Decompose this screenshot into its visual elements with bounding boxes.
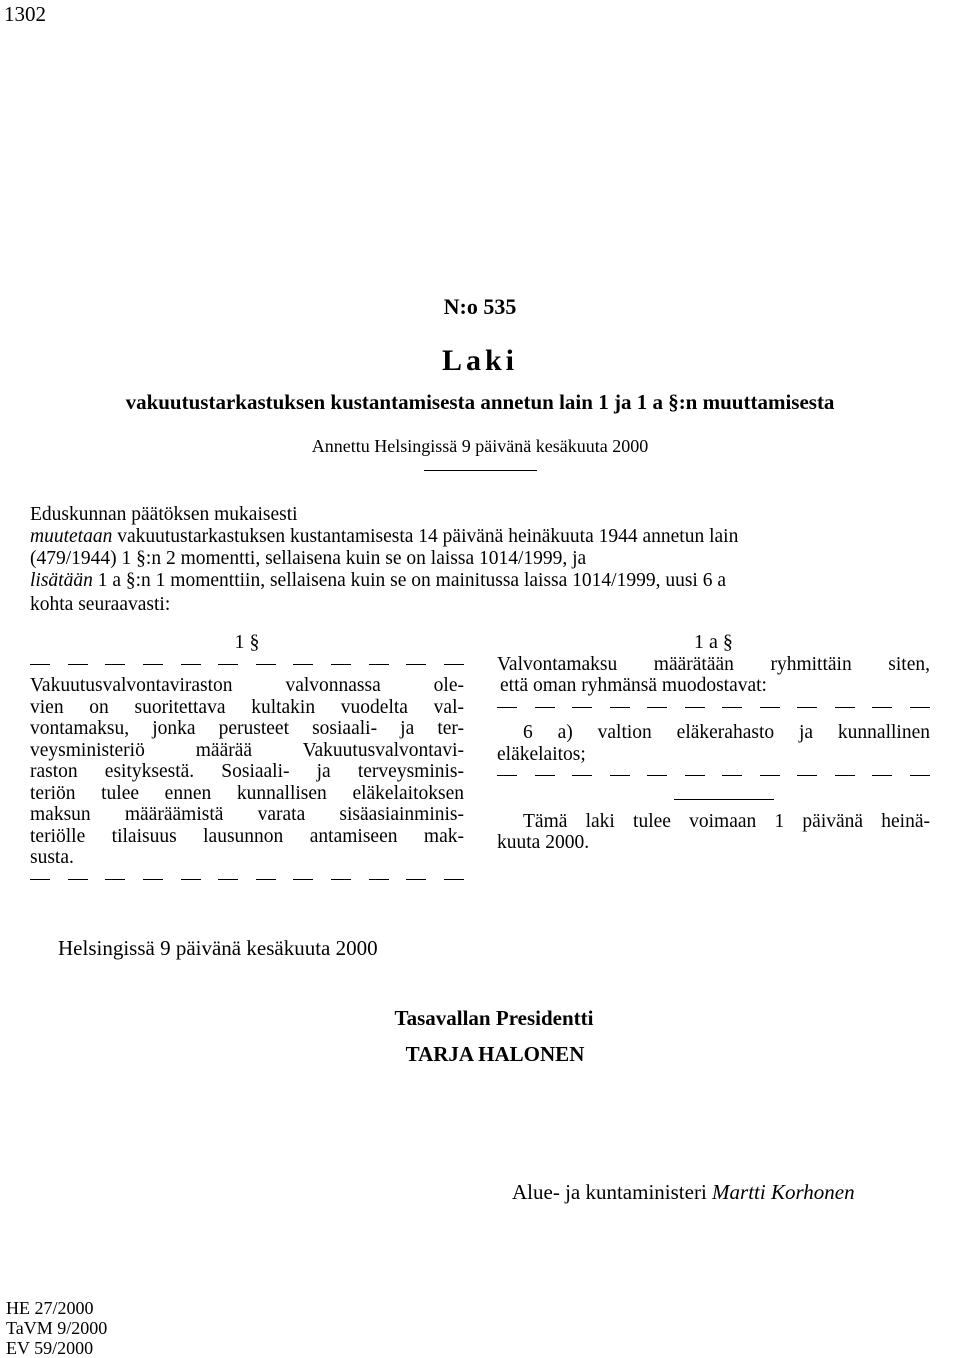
preamble-line-3: (479/1944) 1 §:n 2 momentti, sellaisena kuin se on laissa 1014/1999, ja (30, 548, 587, 569)
page-number: 1302 (4, 2, 46, 26)
president-name: TARJA HALONEN (405, 1042, 585, 1066)
omission-dashes (497, 765, 930, 787)
place-and-date: Helsingissä 9 päivänä kesäkuuta 2000 (58, 936, 378, 960)
section-1-line: Vakuutusvalvontaviraston valvonnassa ole- (30, 675, 464, 696)
section-1a-item: 6 a) valtion eläkerahasto ja kunnallinen (523, 722, 930, 743)
section-1-line: susta. (30, 847, 74, 868)
title-divider (424, 470, 537, 471)
entry-into-force-line: kuuta 2000. (497, 832, 590, 853)
preamble-line-1: Eduskunnan päätöksen mukaisesti (30, 504, 298, 525)
reference-item: EV 59/2000 (6, 1338, 94, 1358)
act-type-heading: Laki (441, 344, 519, 377)
section-1-line: maksun määräämistä varata sisäasiainminis- (30, 804, 464, 825)
preamble-line-2 (30, 526, 738, 548)
omission-dashes (497, 697, 930, 719)
given-line: Annettu Helsingissä 9 päivänä kesäkuuta 2000 (311, 436, 649, 456)
act-title: vakuutustarkastuksen kustantamisesta annetun lain 1 ja 1 a §:n muuttamisesta (125, 390, 835, 414)
omission-dashes (30, 869, 464, 891)
section-1a-heading: 1 a § (694, 631, 733, 653)
preamble-line-5: kohta seuraavasti: (30, 594, 171, 615)
section-1-line: raston esityksestä. Sosiaali- ja terveysminis- (30, 761, 464, 782)
section-1-line: vien on suoritettava kultakin vuodelta val- (30, 696, 464, 718)
section-1a-line: Valvontamaksu määrätään ryhmittäin siten, (497, 653, 930, 675)
section-1a-line: että oman ryhmänsä muodostavat: (500, 675, 767, 696)
minister-name: Martti Korhonen (712, 1180, 855, 1204)
section-1-line: teriölle tilaisuus lausunnon antamiseen mak- (30, 825, 464, 847)
minister-title: Alue- ja kuntaministeri (512, 1180, 707, 1204)
reference-item: TaVM 9/2000 (6, 1318, 108, 1338)
section-1a-item: eläkelaitos; (497, 743, 586, 765)
section-1 (30, 632, 464, 890)
entry-into-force-line: Tämä laki tulee voimaan 1 päivänä heinä- (523, 810, 930, 832)
minister-signature (512, 1180, 855, 1205)
act-number: N:o 535 (443, 294, 517, 319)
add-keyword: lisätään (30, 570, 93, 591)
amend-keyword: muutetaan (30, 526, 113, 547)
references (6, 1298, 107, 1358)
section-1-line: vontamaksu, jonka perusteet sosiaali- ja ter- (30, 718, 464, 739)
section-1-heading: 1 § (234, 631, 260, 653)
preamble-line-4 (30, 570, 726, 592)
section-divider (497, 787, 930, 811)
president-title: Tasavallan Presidentti (394, 1006, 594, 1030)
preamble-line-4-text: 1 a §:n 1 momenttiin, sellaisena kuin se on mainitussa laissa 1014/1999, uusi 6 a (92, 570, 726, 591)
reference-item: HE 27/2000 (6, 1298, 94, 1318)
preamble-line-2-text: vakuutustarkastuksen kustantamisesta 14 päivänä heinäkuuta 1944 annetun lain (112, 526, 739, 547)
section-1a (497, 632, 930, 854)
section-1-line: teriön tulee ennen kunnallisen eläkelaitoksen (30, 782, 464, 804)
section-1-line: veysministeriö määrää Vakuutusvalvontavi- (30, 739, 464, 761)
omission-dashes (30, 654, 464, 676)
